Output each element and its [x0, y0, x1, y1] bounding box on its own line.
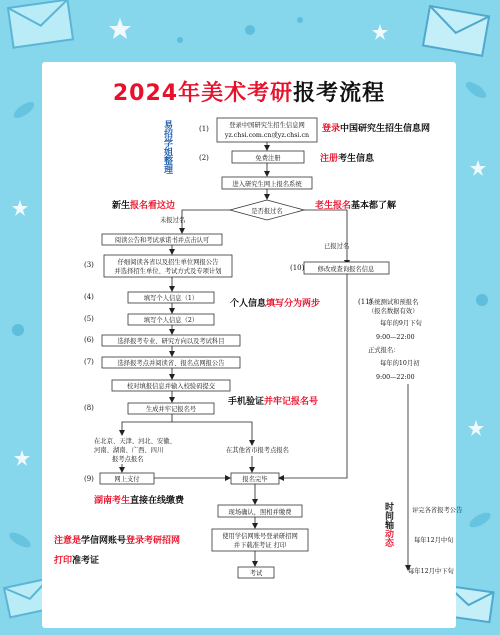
timeline-time: 9:00—22:00 — [376, 374, 415, 381]
done-text: 报名完毕 — [242, 476, 268, 483]
login-text: 登录中国研究生招生信息网 — [229, 122, 305, 129]
step-number: (4) — [84, 293, 94, 301]
confirm-text: 现场确认，照相并缴费 — [228, 509, 292, 516]
choose-site-text: 选择报考点并阅读省、报名点网报公告 — [117, 360, 225, 367]
callout-personal: 个人信息填写分为两步 — [230, 299, 321, 309]
read-notice-text: 阅读公告和考试承诺书并点击认可 — [114, 237, 210, 244]
title-red: 2024年美术考研 — [112, 81, 294, 106]
timeline-text: 评完各省报考公告 — [412, 507, 463, 514]
callout-newstudent: 新生报名看这边 — [112, 201, 176, 211]
print-ticket-text: 使用学信网账号登录研招网 — [222, 533, 298, 540]
dot-icon — [245, 25, 255, 35]
callout-phone: 手机验证并牢记报名号 — [228, 397, 319, 407]
step-number: (9) — [84, 475, 94, 483]
timeline-date: 每年的9月下旬 — [380, 320, 422, 327]
side-vertical-label — [162, 119, 174, 175]
regions-text: 在北京、天津、河北、安徽、 — [94, 438, 176, 445]
callout-register: 注册考生信息 — [320, 154, 375, 164]
login-url: yz.chsi.com.cn或yz.chsi.cn — [224, 132, 310, 139]
step-number: (10) — [290, 264, 305, 272]
timeline-date: 每年12月中旬 — [414, 537, 454, 544]
right-vertical-text: 时间轴动态 — [383, 502, 393, 547]
exam-text: 考试 — [249, 570, 263, 577]
decision-text: 是否报过名 — [251, 208, 283, 215]
modify-text: 修改或查询报名信息 — [317, 266, 375, 273]
enter-system-text: 进入研究生网上报名系统 — [232, 181, 302, 188]
already-registered-label: 已报过名 — [324, 243, 350, 250]
connector — [304, 210, 350, 265]
callout-login: 登录中国研究生招生信息网 — [322, 124, 431, 134]
step-number: (1) — [199, 125, 209, 133]
not-registered-label: 未报过名 — [160, 217, 186, 224]
choose-major-text: 选择报考专业、研究方向以及考试科目 — [117, 338, 225, 345]
gen-number-text: 生成并牢记报名号 — [145, 406, 197, 413]
connector — [122, 414, 172, 435]
flowchart — [42, 100, 463, 625]
dot-icon — [12, 324, 24, 336]
side-vertical-text: 易招学姐整理 — [162, 120, 172, 174]
fill-info-2-text: 填写个人信息（2） — [143, 317, 199, 324]
other-site-text: 在其他省市报考点报名 — [226, 447, 289, 454]
register-text: 免费注册 — [255, 155, 281, 162]
read-units-text: 并选择招生单位、考试方式及专项计划 — [114, 268, 222, 275]
callout-hunan: 湖南考生直接在线缴费 — [94, 496, 185, 506]
fill-info-1-text: 填写个人信息（1） — [143, 295, 199, 302]
timeline-time: 9:00—22:00 — [376, 334, 415, 341]
dot-icon — [297, 17, 303, 23]
step-number: (6) — [84, 336, 94, 344]
step-number: (5) — [84, 315, 94, 323]
pay-text: 网上支付 — [114, 476, 140, 483]
regions-text: 河南、湖南、广西、四川 — [94, 447, 164, 454]
timeline-text: （报名数据有效） — [368, 308, 419, 315]
connector — [182, 210, 230, 233]
connector — [172, 422, 252, 445]
verify-text: 校对填报信息并输入校验码提交 — [126, 383, 216, 390]
step-number: (2) — [199, 154, 209, 162]
step-number: (7) — [84, 358, 94, 366]
timeline-date: 每年的10月初 — [380, 360, 420, 367]
timeline-text: 系统测试和预报名 — [368, 299, 419, 306]
step-number: (8) — [84, 404, 94, 412]
title-black: 报考流程 — [293, 81, 386, 106]
dot-icon — [476, 294, 488, 306]
print-ticket-text: 并下载准考证 打印 — [233, 542, 287, 549]
read-units-text: 仔细阅读各省以及招生单位网报公告 — [117, 259, 219, 266]
dot-icon — [177, 37, 183, 43]
callout-print: 打印准考证 — [54, 556, 100, 566]
callout-oldstudent: 老生报名基本都了解 — [315, 201, 397, 211]
envelope-icon — [8, 0, 73, 48]
regions-text: 报考点报名 — [112, 456, 144, 463]
step-number: (11) — [358, 298, 373, 306]
step-number: (3) — [84, 261, 94, 269]
timeline-date: 每年12月中下旬 — [408, 568, 454, 575]
callout-note: 注意是学信网账号登录考研招网 — [54, 536, 181, 546]
timeline-text: 正式报名： — [368, 347, 400, 354]
